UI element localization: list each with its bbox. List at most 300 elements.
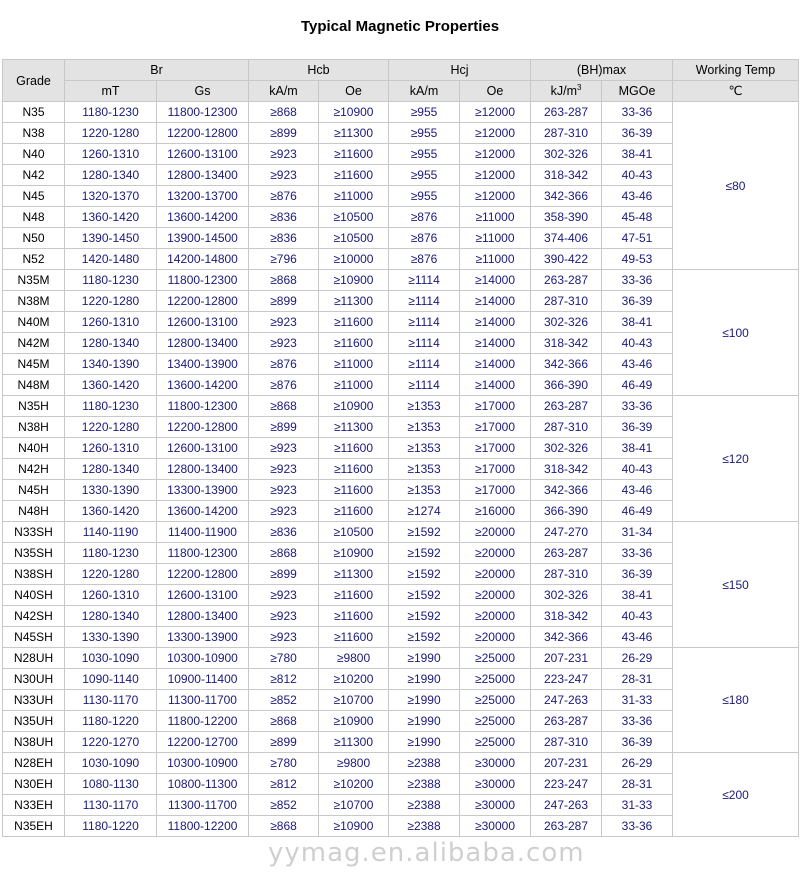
hcj-kam-cell: ≥1990 <box>389 732 460 753</box>
br-gs-cell: 11800-12300 <box>157 102 249 123</box>
bh-mgoe-cell: 40-43 <box>602 459 673 480</box>
bh-kjm3-cell: 342-366 <box>531 186 602 207</box>
working-temp-cell: ≤120 <box>673 396 799 522</box>
br-mt-cell: 1360-1420 <box>65 207 157 228</box>
grade-cell: N33EH <box>3 795 65 816</box>
bh-kjm3-cell: 207-231 <box>531 753 602 774</box>
hcj-oe-cell: ≥16000 <box>460 501 531 522</box>
grade-cell: N42H <box>3 459 65 480</box>
br-mt-cell: 1420-1480 <box>65 249 157 270</box>
grade-cell: N30UH <box>3 669 65 690</box>
hcj-kam-cell: ≥2388 <box>389 795 460 816</box>
hcj-oe-cell: ≥14000 <box>460 333 531 354</box>
br-mt-cell: 1180-1230 <box>65 270 157 291</box>
bh-mgoe-cell: 46-49 <box>602 501 673 522</box>
hcb-oe-cell: ≥11300 <box>319 417 389 438</box>
br-gs-cell: 12600-13100 <box>157 585 249 606</box>
br-mt-cell: 1360-1420 <box>65 375 157 396</box>
hcj-kam-cell: ≥1592 <box>389 564 460 585</box>
bh-mgoe-cell: 33-36 <box>602 270 673 291</box>
page-title: Typical Magnetic Properties <box>300 18 500 35</box>
hcj-kam-unit: kA/m <box>389 81 460 102</box>
hcb-kam-cell: ≥780 <box>249 648 319 669</box>
br-mt-cell: 1220-1280 <box>65 291 157 312</box>
hcb-oe-cell: ≥11300 <box>319 291 389 312</box>
bh-kjm3-cell: 366-390 <box>531 375 602 396</box>
bh-kjm3-cell: 263-287 <box>531 816 602 837</box>
bh-kjm3-cell: 366-390 <box>531 501 602 522</box>
hcj-kam-cell: ≥955 <box>389 144 460 165</box>
br-gs-cell: 14200-14800 <box>157 249 249 270</box>
br-mt-cell: 1260-1310 <box>65 312 157 333</box>
hcj-oe-cell: ≥25000 <box>460 711 531 732</box>
bh-kjm3-cell: 263-287 <box>531 543 602 564</box>
hcb-kam-cell: ≥923 <box>249 438 319 459</box>
br-gs-cell: 11800-12300 <box>157 543 249 564</box>
table-row <box>3 648 799 669</box>
hcb-kam-unit: kA/m <box>249 81 319 102</box>
bh-mgoe-cell: 43-46 <box>602 354 673 375</box>
hcb-oe-cell: ≥11000 <box>319 186 389 207</box>
hcj-oe-cell: ≥25000 <box>460 669 531 690</box>
br-mt-cell: 1180-1220 <box>65 816 157 837</box>
hcj-oe-cell: ≥30000 <box>460 816 531 837</box>
hcb-kam-cell: ≥852 <box>249 690 319 711</box>
bh-mgoe-cell: 43-46 <box>602 627 673 648</box>
br-mt-cell: 1220-1280 <box>65 564 157 585</box>
hcj-kam-cell: ≥1990 <box>389 690 460 711</box>
table-row <box>3 396 799 417</box>
bh-kjm3-cell: 342-366 <box>531 480 602 501</box>
working-temp-cell: ≤150 <box>673 522 799 648</box>
bh-mgoe-cell: 36-39 <box>602 732 673 753</box>
hcb-oe-cell: ≥11600 <box>319 165 389 186</box>
br-gs-cell: 12200-12800 <box>157 123 249 144</box>
hcb-oe-cell: ≥10700 <box>319 795 389 816</box>
bh-kjm3-cell: 263-287 <box>531 711 602 732</box>
grade-cell: N28EH <box>3 753 65 774</box>
working-temp-cell: ≤100 <box>673 270 799 396</box>
br-mt-cell: 1280-1340 <box>65 333 157 354</box>
hcb-oe-cell: ≥11600 <box>319 144 389 165</box>
hcj-oe-cell: ≥11000 <box>460 249 531 270</box>
grade-cell: N33SH <box>3 522 65 543</box>
hcb-oe-cell: ≥11600 <box>319 627 389 648</box>
bh-mgoe-cell: 43-46 <box>602 186 673 207</box>
hcj-oe-cell: ≥14000 <box>460 354 531 375</box>
hcj-kam-cell: ≥1353 <box>389 480 460 501</box>
hcb-kam-cell: ≥836 <box>249 228 319 249</box>
bh-kjm3-cell: 207-231 <box>531 648 602 669</box>
br-mt-cell: 1140-1190 <box>65 522 157 543</box>
br-mt-cell: 1330-1390 <box>65 627 157 648</box>
hcj-oe-unit: Oe <box>460 81 531 102</box>
br-mt-cell: 1220-1280 <box>65 417 157 438</box>
grade-cell: N40SH <box>3 585 65 606</box>
grade-cell: N50 <box>3 228 65 249</box>
grade-cell: N42 <box>3 165 65 186</box>
bh-mgoe-unit: MGOe <box>602 81 673 102</box>
hcb-oe-cell: ≥11600 <box>319 606 389 627</box>
hcj-oe-cell: ≥30000 <box>460 753 531 774</box>
hcj-oe-cell: ≥17000 <box>460 480 531 501</box>
grade-cell: N45M <box>3 354 65 375</box>
hcb-oe-cell: ≥11600 <box>319 480 389 501</box>
br-mt-cell: 1260-1310 <box>65 585 157 606</box>
br-gs-cell: 10800-11300 <box>157 774 249 795</box>
hcj-kam-cell: ≥1114 <box>389 312 460 333</box>
br-gs-cell: 12200-12800 <box>157 417 249 438</box>
hcj-kam-cell: ≥955 <box>389 165 460 186</box>
bh-mgoe-cell: 46-49 <box>602 375 673 396</box>
br-gs-cell: 12200-12700 <box>157 732 249 753</box>
hcb-oe-cell: ≥9800 <box>319 648 389 669</box>
grade-cell: N38UH <box>3 732 65 753</box>
br-gs-cell: 13600-14200 <box>157 501 249 522</box>
bh-kjm3-cell: 318-342 <box>531 606 602 627</box>
hcj-oe-cell: ≥11000 <box>460 228 531 249</box>
hcb-oe-cell: ≥11300 <box>319 732 389 753</box>
br-gs-cell: 13600-14200 <box>157 207 249 228</box>
hcb-kam-cell: ≥876 <box>249 186 319 207</box>
bh-mgoe-cell: 45-48 <box>602 207 673 228</box>
bh-kjm3-cell: 318-342 <box>531 459 602 480</box>
bh-kjm3-unit <box>531 81 602 102</box>
hcj-kam-cell: ≥1353 <box>389 396 460 417</box>
grade-cell: N52 <box>3 249 65 270</box>
hcj-kam-cell: ≥955 <box>389 186 460 207</box>
bh-kjm3-cell: 358-390 <box>531 207 602 228</box>
hcj-oe-cell: ≥12000 <box>460 123 531 144</box>
bh-mgoe-cell: 36-39 <box>602 123 673 144</box>
bh-kjm3-cell: 390-422 <box>531 249 602 270</box>
hcj-kam-cell: ≥1353 <box>389 417 460 438</box>
br-mt-cell: 1260-1310 <box>65 144 157 165</box>
hcb-oe-cell: ≥11600 <box>319 501 389 522</box>
br-mt-cell: 1030-1090 <box>65 753 157 774</box>
hcj-oe-cell: ≥20000 <box>460 585 531 606</box>
hcj-kam-cell: ≥2388 <box>389 774 460 795</box>
br-mt-cell: 1220-1270 <box>65 732 157 753</box>
br-mt-cell: 1180-1230 <box>65 543 157 564</box>
bh-kjm3-cell: 342-366 <box>531 627 602 648</box>
hcb-oe-cell: ≥9800 <box>319 753 389 774</box>
br-gs-cell: 13200-13700 <box>157 186 249 207</box>
hcj-kam-cell: ≥876 <box>389 249 460 270</box>
br-gs-cell: 13400-13900 <box>157 354 249 375</box>
hcj-oe-cell: ≥17000 <box>460 438 531 459</box>
hcb-oe-cell: ≥11600 <box>319 585 389 606</box>
hcj-kam-cell: ≥1592 <box>389 585 460 606</box>
bh-kjm3-cell: 263-287 <box>531 270 602 291</box>
hcb-kam-cell: ≥868 <box>249 711 319 732</box>
br-gs-cell: 12600-13100 <box>157 438 249 459</box>
grade-cell: N38SH <box>3 564 65 585</box>
br-gs-cell: 11800-12300 <box>157 270 249 291</box>
hcb-oe-cell: ≥11300 <box>319 123 389 144</box>
bh-mgoe-cell: 47-51 <box>602 228 673 249</box>
hcb-oe-cell: ≥11600 <box>319 312 389 333</box>
bh-kjm3-cell: 302-326 <box>531 585 602 606</box>
hcj-oe-cell: ≥30000 <box>460 774 531 795</box>
grade-cell: N48H <box>3 501 65 522</box>
br-gs-cell: 12600-13100 <box>157 312 249 333</box>
hcb-kam-cell: ≥923 <box>249 480 319 501</box>
grade-header: Grade <box>3 60 65 102</box>
hcj-oe-cell: ≥20000 <box>460 543 531 564</box>
br-mt-cell: 1280-1340 <box>65 606 157 627</box>
hcb-oe-cell: ≥10500 <box>319 228 389 249</box>
hcb-oe-cell: ≥10700 <box>319 690 389 711</box>
hcb-oe-cell: ≥10200 <box>319 774 389 795</box>
hcb-kam-cell: ≥923 <box>249 144 319 165</box>
bh-mgoe-cell: 33-36 <box>602 711 673 732</box>
br-gs-cell: 12200-12800 <box>157 291 249 312</box>
hcj-oe-cell: ≥11000 <box>460 207 531 228</box>
hcb-oe-cell: ≥11000 <box>319 354 389 375</box>
br-mt-cell: 1280-1340 <box>65 459 157 480</box>
hcb-oe-cell: ≥10900 <box>319 396 389 417</box>
hcb-oe-cell: ≥10500 <box>319 207 389 228</box>
bh-mgoe-cell: 36-39 <box>602 564 673 585</box>
hcj-oe-cell: ≥12000 <box>460 102 531 123</box>
br-mt-cell: 1130-1170 <box>65 795 157 816</box>
hcj-kam-cell: ≥955 <box>389 123 460 144</box>
bh-kjm3-cell: 287-310 <box>531 417 602 438</box>
br-gs-cell: 12800-13400 <box>157 606 249 627</box>
hcb-oe-unit: Oe <box>319 81 389 102</box>
grade-cell: N38 <box>3 123 65 144</box>
hcj-kam-cell: ≥1353 <box>389 459 460 480</box>
hcj-oe-cell: ≥25000 <box>460 648 531 669</box>
br-gs-cell: 11800-12300 <box>157 396 249 417</box>
hcb-kam-cell: ≥876 <box>249 354 319 375</box>
table-body <box>3 102 799 837</box>
hcb-oe-cell: ≥10900 <box>319 816 389 837</box>
grade-cell: N38H <box>3 417 65 438</box>
hcj-kam-cell: ≥1592 <box>389 522 460 543</box>
bh-kjm3-cell: 342-366 <box>531 354 602 375</box>
br-gs-cell: 13900-14500 <box>157 228 249 249</box>
hcb-kam-cell: ≥923 <box>249 585 319 606</box>
hcb-kam-cell: ≥812 <box>249 669 319 690</box>
table-row <box>3 522 799 543</box>
grade-cell: N45SH <box>3 627 65 648</box>
bh-mgoe-cell: 33-36 <box>602 102 673 123</box>
grade-cell: N38M <box>3 291 65 312</box>
bh-mgoe-cell: 31-33 <box>602 795 673 816</box>
br-gs-cell: 12800-13400 <box>157 333 249 354</box>
hcb-kam-cell: ≥923 <box>249 627 319 648</box>
bh-kjm3-cell: 247-263 <box>531 795 602 816</box>
br-gs-cell: 10900-11400 <box>157 669 249 690</box>
hcj-kam-cell: ≥1114 <box>389 291 460 312</box>
hcb-kam-cell: ≥899 <box>249 417 319 438</box>
hcj-kam-cell: ≥1353 <box>389 438 460 459</box>
bh-mgoe-cell: 33-36 <box>602 396 673 417</box>
hcb-kam-cell: ≥868 <box>249 543 319 564</box>
bh-kjm3-cell: 223-247 <box>531 669 602 690</box>
hcb-kam-cell: ≥899 <box>249 123 319 144</box>
bh-mgoe-cell: 38-41 <box>602 144 673 165</box>
hcj-oe-cell: ≥20000 <box>460 606 531 627</box>
hcb-oe-cell: ≥11300 <box>319 564 389 585</box>
hcb-kam-cell: ≥836 <box>249 207 319 228</box>
hcj-oe-cell: ≥14000 <box>460 291 531 312</box>
hcb-oe-cell: ≥10900 <box>319 270 389 291</box>
hcb-kam-cell: ≥868 <box>249 270 319 291</box>
br-mt-cell: 1330-1390 <box>65 480 157 501</box>
hcb-kam-cell: ≥868 <box>249 102 319 123</box>
br-mt-cell: 1360-1420 <box>65 501 157 522</box>
bh-mgoe-cell: 31-33 <box>602 690 673 711</box>
hcb-kam-cell: ≥868 <box>249 816 319 837</box>
hcj-kam-cell: ≥1114 <box>389 354 460 375</box>
hcj-oe-cell: ≥12000 <box>460 186 531 207</box>
grade-cell: N35H <box>3 396 65 417</box>
br-mt-unit: mT <box>65 81 157 102</box>
br-gs-cell: 13300-13900 <box>157 627 249 648</box>
working-temp-header: Working Temp <box>673 60 799 81</box>
watermark: yymag.en.alibaba.com <box>268 838 585 868</box>
bh-mgoe-cell: 40-43 <box>602 333 673 354</box>
hcj-kam-cell: ≥1990 <box>389 711 460 732</box>
hcj-kam-cell: ≥1990 <box>389 669 460 690</box>
grade-cell: N35 <box>3 102 65 123</box>
hcb-kam-cell: ≥876 <box>249 375 319 396</box>
br-mt-cell: 1130-1170 <box>65 690 157 711</box>
br-mt-cell: 1260-1310 <box>65 438 157 459</box>
hcj-oe-cell: ≥12000 <box>460 144 531 165</box>
grade-cell: N45 <box>3 186 65 207</box>
br-gs-cell: 10300-10900 <box>157 753 249 774</box>
br-mt-cell: 1340-1390 <box>65 354 157 375</box>
bh-mgoe-cell: 38-41 <box>602 438 673 459</box>
br-mt-cell: 1180-1230 <box>65 396 157 417</box>
bh-mgoe-cell: 38-41 <box>602 312 673 333</box>
hcj-oe-cell: ≥17000 <box>460 459 531 480</box>
hcb-oe-cell: ≥10000 <box>319 249 389 270</box>
grade-cell: N40M <box>3 312 65 333</box>
hcj-oe-cell: ≥17000 <box>460 396 531 417</box>
br-gs-cell: 12800-13400 <box>157 165 249 186</box>
grade-cell: N35M <box>3 270 65 291</box>
grade-cell: N48M <box>3 375 65 396</box>
br-gs-cell: 13300-13900 <box>157 480 249 501</box>
bhmax-header: (BH)max <box>531 60 673 81</box>
hcb-oe-cell: ≥11000 <box>319 375 389 396</box>
br-gs-cell: 13600-14200 <box>157 375 249 396</box>
bh-kjm3-base: kJ/m <box>550 84 577 98</box>
grade-cell: N33UH <box>3 690 65 711</box>
bh-mgoe-cell: 31-34 <box>602 522 673 543</box>
grade-cell: N28UH <box>3 648 65 669</box>
br-mt-cell: 1280-1340 <box>65 165 157 186</box>
br-mt-cell: 1390-1450 <box>65 228 157 249</box>
hcb-oe-cell: ≥11600 <box>319 438 389 459</box>
bh-kjm3-cell: 287-310 <box>531 291 602 312</box>
grade-cell: N40H <box>3 438 65 459</box>
bh-kjm3-cell: 263-287 <box>531 396 602 417</box>
grade-cell: N35UH <box>3 711 65 732</box>
hcj-kam-cell: ≥1990 <box>389 648 460 669</box>
bh-mgoe-cell: 33-36 <box>602 816 673 837</box>
bh-kjm3-cell: 318-342 <box>531 165 602 186</box>
br-gs-cell: 11300-11700 <box>157 795 249 816</box>
bh-kjm3-cell: 302-326 <box>531 144 602 165</box>
hcb-oe-cell: ≥10900 <box>319 102 389 123</box>
hcj-kam-cell: ≥1114 <box>389 270 460 291</box>
grade-cell: N42SH <box>3 606 65 627</box>
hcb-kam-cell: ≥923 <box>249 606 319 627</box>
br-mt-cell: 1030-1090 <box>65 648 157 669</box>
br-gs-cell: 11800-12200 <box>157 816 249 837</box>
hcj-kam-cell: ≥1114 <box>389 333 460 354</box>
hcj-oe-cell: ≥17000 <box>460 417 531 438</box>
bh-kjm3-cell: 302-326 <box>531 312 602 333</box>
hcj-kam-cell: ≥2388 <box>389 753 460 774</box>
working-temp-cell: ≤200 <box>673 753 799 837</box>
grade-cell: N30EH <box>3 774 65 795</box>
br-gs-cell: 11400-11900 <box>157 522 249 543</box>
hcb-kam-cell: ≥796 <box>249 249 319 270</box>
hcj-oe-cell: ≥12000 <box>460 165 531 186</box>
hcb-kam-cell: ≥923 <box>249 333 319 354</box>
hcj-kam-cell: ≥1592 <box>389 543 460 564</box>
bh-mgoe-cell: 38-41 <box>602 585 673 606</box>
hcj-oe-cell: ≥14000 <box>460 312 531 333</box>
hcj-kam-cell: ≥876 <box>389 228 460 249</box>
hcj-kam-cell: ≥955 <box>389 102 460 123</box>
hcj-oe-cell: ≥20000 <box>460 627 531 648</box>
hcj-kam-cell: ≥1274 <box>389 501 460 522</box>
bh-mgoe-cell: 40-43 <box>602 165 673 186</box>
hcb-oe-cell: ≥10500 <box>319 522 389 543</box>
br-gs-cell: 10300-10900 <box>157 648 249 669</box>
hcb-kam-cell: ≥923 <box>249 459 319 480</box>
bh-kjm3-cell: 318-342 <box>531 333 602 354</box>
bh-kjm3-cell: 374-406 <box>531 228 602 249</box>
bh-kjm3-cell: 287-310 <box>531 123 602 144</box>
table-row <box>3 753 799 774</box>
bh-kjm3-cell: 247-263 <box>531 690 602 711</box>
bh-mgoe-cell: 40-43 <box>602 606 673 627</box>
br-gs-cell: 11300-11700 <box>157 690 249 711</box>
grade-cell: N35SH <box>3 543 65 564</box>
br-mt-cell: 1180-1230 <box>65 102 157 123</box>
br-gs-unit: Gs <box>157 81 249 102</box>
hcb-kam-cell: ≥899 <box>249 564 319 585</box>
hcj-oe-cell: ≥20000 <box>460 564 531 585</box>
bh-mgoe-cell: 36-39 <box>602 291 673 312</box>
hcb-oe-cell: ≥11600 <box>319 333 389 354</box>
hcj-oe-cell: ≥30000 <box>460 795 531 816</box>
hcb-kam-cell: ≥899 <box>249 291 319 312</box>
bh-kjm3-cell: 302-326 <box>531 438 602 459</box>
bh-mgoe-cell: 26-29 <box>602 753 673 774</box>
hcb-oe-cell: ≥11600 <box>319 459 389 480</box>
hcj-oe-cell: ≥25000 <box>460 690 531 711</box>
bh-kjm3-cell: 223-247 <box>531 774 602 795</box>
bh-mgoe-cell: 33-36 <box>602 543 673 564</box>
hcj-oe-cell: ≥14000 <box>460 270 531 291</box>
br-mt-cell: 1080-1130 <box>65 774 157 795</box>
hcb-oe-cell: ≥10200 <box>319 669 389 690</box>
bh-mgoe-cell: 26-29 <box>602 648 673 669</box>
bh-kjm3-cell: 287-310 <box>531 564 602 585</box>
bh-mgoe-cell: 28-31 <box>602 669 673 690</box>
working-temp-cell: ≤80 <box>673 102 799 270</box>
